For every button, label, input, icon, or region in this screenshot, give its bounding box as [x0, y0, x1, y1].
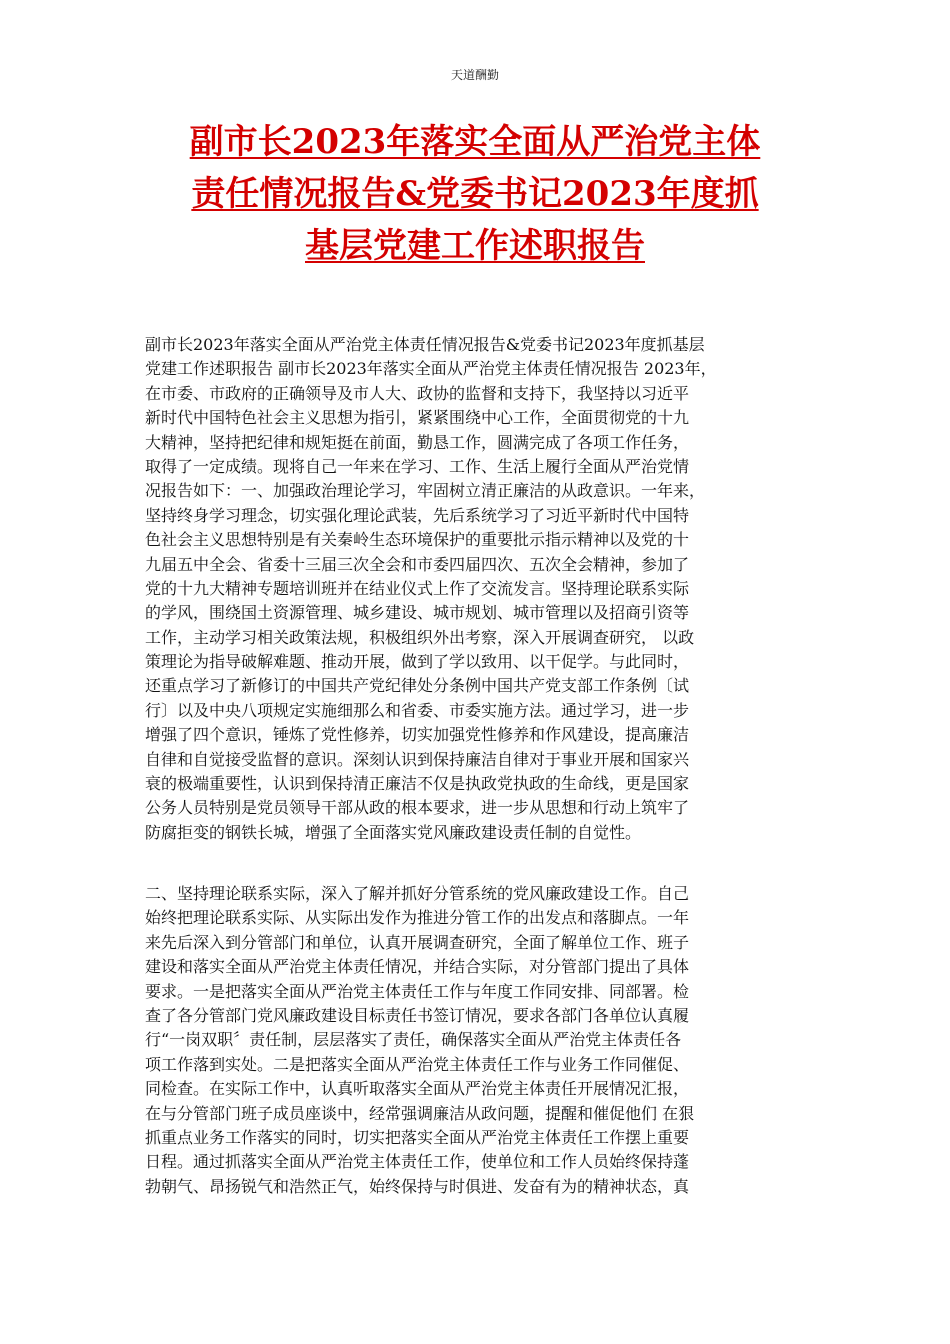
text-line: 大精神，坚持把纪律和规矩挺在前面，勤恳工作，圆满完成了各项工作任务， — [145, 432, 690, 452]
text-line: 坚持终身学习理念，切实强化理论武装，先后系统学习了习近平新时代中国特 — [145, 505, 690, 525]
text-line: 查了各分管部门党风廉政建设目标责任书签订情况，要求各部门各单位认真履 — [145, 1005, 690, 1025]
body-paragraph-2 — [145, 882, 805, 1199]
text-line: 勃朝气、昂扬锐气和浩然正气，始终保持与时俱进、发奋有为的精神状态，真 — [145, 1176, 690, 1196]
text-line: 在与分管部门班子成员座谈中，经常强调廉洁从政问题，提醒和催促他们 在狠 — [145, 1103, 695, 1123]
text-line: 策理论为指导破解难题、推动开展，做到了学以致用、以干促学。与此同时， — [145, 652, 690, 672]
text-line: 党建工作述职报告 副市长2023年落实全面从严治党主体责任情况报告 2023年， — [145, 359, 717, 379]
text-line: 项工作落到实处。二是把落实全面从严治党主体责任工作与业务工作同催促、 — [145, 1054, 690, 1074]
text-line: 来先后深入到分管部门和单位，认真开展调查研究，全面了解单位工作、班子 — [145, 932, 690, 952]
text-line: 况报告如下：一、加强政治理论学习，牢固树立清正廉洁的从政意识。一年来， — [145, 481, 706, 501]
title-line: 责任情况报告&党委书记2023年度抓 — [191, 174, 759, 214]
text-line: 日程。通过抓落实全面从严治党主体责任工作，使单位和工作人员始终保持蓬 — [145, 1152, 690, 1172]
text-line: 二、坚持理论联系实际，深入了解并抓好分管系统的党风廉政建设工作。自己 — [145, 884, 690, 903]
title-line: 基层党建工作述职报告 — [305, 226, 645, 266]
text-line: 九届五中全会、省委十三届三次全会和市委四届四次、五次全会精神，参加了 — [145, 554, 690, 574]
text-line: 行“一岗双职〞责任制，层层落实了责任，确保落实全面从严治党主体责任各 — [145, 1030, 682, 1050]
body-paragraph-1 — [145, 333, 805, 845]
text-line: 自律和自觉接受监督的意识。深刻认识到保持廉洁自律对于事业开展和国家兴 — [145, 749, 690, 769]
text-line: 行〕以及中央八项规定实施细那么和省委、市委实施方法。通过学习，进一步 — [145, 700, 690, 720]
text-line: 取得了一定成绩。现将自己一年来在学习、工作、生活上履行全面从严治党情 — [145, 456, 690, 476]
text-line: 建设和落实全面从严治党主体责任情况，并结合实际，对分管部门提出了具体 — [145, 957, 690, 977]
text-line: 公务人员特别是党员领导干部从政的根本要求，进一步从思想和行动上筑牢了 — [145, 798, 690, 818]
text-line: 还重点学习了新修订的中国共产党纪律处分条例中国共产党支部工作条例〔试 — [145, 676, 690, 696]
text-line: 衰的极端重要性，认识到保持清正廉洁不仅是执政党执政的生命线，更是国家 — [145, 774, 690, 794]
text-line: 防腐拒变的钢铁长城，增强了全面落实党风廉政建设责任制的自觉性。 — [145, 822, 642, 842]
text-line: 党的十九大精神专题培训班并在结业仪式上作了交流发言。坚持理论联系实际 — [145, 578, 690, 598]
title-line: 副市长2023年落实全面从严治党主体 — [189, 122, 761, 162]
text-line: 的学风，围绕国土资源管理、城乡建设、城市规划、城市管理以及招商引资等 — [145, 603, 690, 623]
text-line: 要求。一是把落实全面从严治党主体责任工作与年度工作同安排、同部署。检 — [145, 981, 690, 1001]
text-line: 抓重点业务工作落实的同时，切实把落实全面从严治党主体责任工作摆上重要 — [145, 1127, 690, 1147]
text-line: 工作，主动学习相关政策法规，积极组织外出考察，深入开展调查研究， 以政 — [145, 627, 695, 647]
text-line: 色社会主义思想特别是有关秦岭生态环境保护的重要批示指示精神以及党的十 — [145, 530, 690, 550]
text-line: 在市委、市政府的正确领导及市人大、政协的监督和支持下，我坚持以习近平 — [145, 383, 690, 403]
text-line: 副市长2023年落实全面从严治党主体责任情况报告&党委书记2023年度抓基层 — [145, 335, 705, 354]
text-line: 新时代中国特色社会主义思想为指引，紧紧围绕中心工作，全面贯彻党的十九 — [145, 408, 690, 428]
page-header: 天道酬勤 — [450, 68, 499, 82]
text-line: 同检查。在实际工作中，认真听取落实全面从严治党主体责任开展情况汇报， — [145, 1079, 690, 1099]
document-title — [150, 116, 800, 272]
text-line: 增强了四个意识，锤炼了党性修养，切实加强党性修养和作风建设，提高廉洁 — [145, 725, 690, 745]
text-line: 始终把理论联系实际、从实际出发作为推进分管工作的出发点和落脚点。一年 — [145, 908, 690, 928]
